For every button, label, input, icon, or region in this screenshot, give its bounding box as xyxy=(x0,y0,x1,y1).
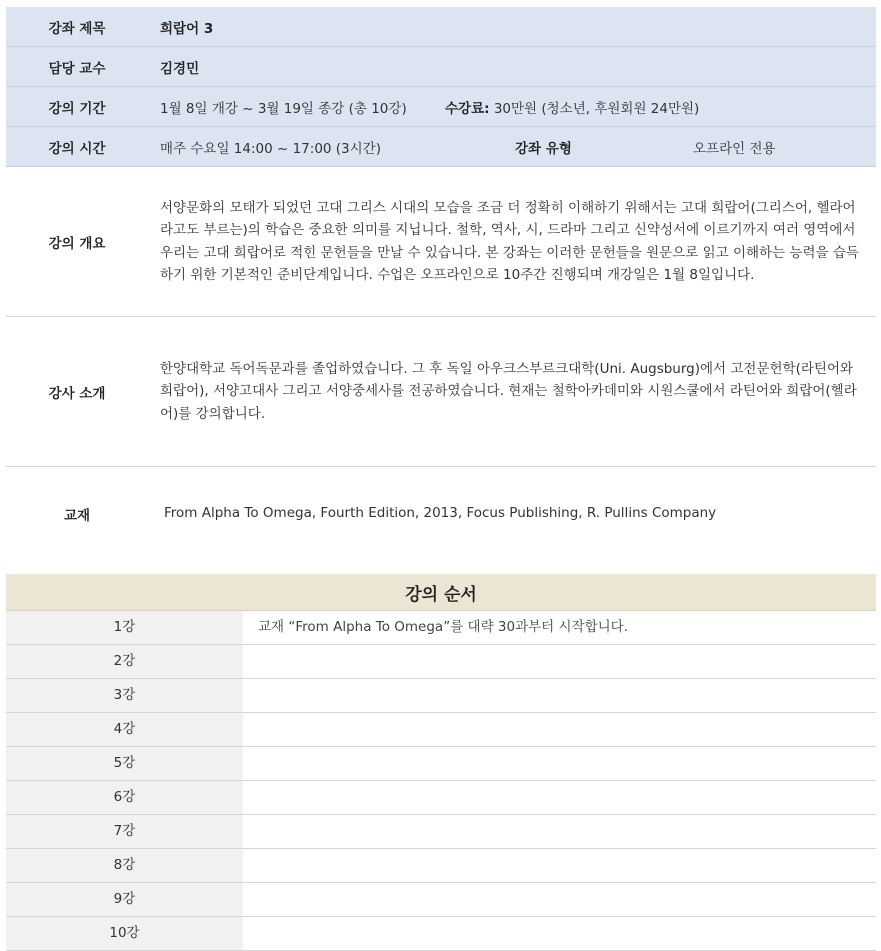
type-label: 강좌 유형 xyxy=(515,140,572,157)
session-number: 7강 xyxy=(6,815,243,848)
professor-row xyxy=(6,47,876,87)
instructor-text: 한양대학교 독어독문과를 졸업하였습니다. 그 후 독일 아우크스부르크대학(Uni. Augsburg)에서 고전문헌학(라틴어와 희랍어), 서양고대사 그리고 서양중세사를 전공하였습니다. 현재는 철학아카데미와 시원스쿨에서 라틴어와 희랍어(헬라어)를 강의합니다. xyxy=(160,360,857,422)
course-title: 희랍어 3 xyxy=(160,20,214,37)
session-description xyxy=(243,679,876,712)
fee-value: 30만원 (청소년, 후원회원 24만원) xyxy=(489,100,700,117)
session-number: 2강 xyxy=(6,645,243,678)
overview-row xyxy=(6,167,876,317)
table-row xyxy=(6,645,876,679)
textbook-text: From Alpha To Omega, Fourth Edition, 2013, Focus Publishing, R. Pullins Company xyxy=(164,505,717,522)
table-row xyxy=(6,849,876,883)
time-row xyxy=(6,127,876,167)
session-number: 4강 xyxy=(6,713,243,746)
session-number: 10강 xyxy=(6,917,243,950)
session-description xyxy=(243,849,876,882)
table-row xyxy=(6,747,876,781)
session-number: 1강 xyxy=(6,611,243,644)
table-row xyxy=(6,917,876,951)
table-row xyxy=(6,679,876,713)
title-label: 강좌 제목 xyxy=(48,20,106,37)
session-description: 교재 “From Alpha To Omega”를 대략 30과부터 시작합니다. xyxy=(243,611,876,644)
session-number: 3강 xyxy=(6,679,243,712)
fee-label: 수강료: xyxy=(445,100,490,117)
session-number: 8강 xyxy=(6,849,243,882)
table-row xyxy=(6,611,876,645)
overview-text: 서양문화의 모태가 되었던 고대 그리스 시대의 모습을 조금 더 정확히 이해하기 위해서는 고대 희랍어(그리스어, 헬라어라고도 부르는)의 학습은 중요한 의미를 지닙니다. 철학, 역사, 시, 드라마 그리고 신약성서에 이르기까지 여러 영역에서 우리는 고대 희랍어로 적힌 문헌들을 만날 수 있습니다. 본 강좌는 이러한 문헌들을 원문으로 읽고 이해하는 능력을 습득하기 위한 기본적인 준비단계입니다. 수업은 오프라인으로 10주간 진행되며 개강일은 1월 8일입니다. xyxy=(160,199,859,283)
session-number: 6강 xyxy=(6,781,243,814)
session-description xyxy=(243,781,876,814)
textbook-row xyxy=(6,467,876,560)
session-description xyxy=(243,713,876,746)
fee-cell xyxy=(445,97,699,117)
session-description xyxy=(243,815,876,848)
table-row xyxy=(6,883,876,917)
period-label: 강의 기간 xyxy=(48,100,106,117)
sequence-table xyxy=(6,611,876,951)
time-label: 강의 시간 xyxy=(48,140,106,157)
period-row xyxy=(6,87,876,127)
course-info xyxy=(6,7,876,951)
title-row xyxy=(6,7,876,47)
session-description xyxy=(243,917,876,950)
table-row xyxy=(6,815,876,849)
instructor-label: 강사 소개 xyxy=(48,385,106,402)
session-number: 5강 xyxy=(6,747,243,780)
time-value: 매주 수요일 14:00 ~ 17:00 (3시간) xyxy=(160,140,381,157)
type-value: 오프라인 전용 xyxy=(693,140,776,157)
instructor-row xyxy=(6,317,876,467)
table-row xyxy=(6,781,876,815)
table-row xyxy=(6,713,876,747)
sequence-title: 강의 순서 xyxy=(6,574,876,611)
professor-label: 담당 교수 xyxy=(48,60,106,77)
textbook-label: 교재 xyxy=(63,507,91,524)
session-description xyxy=(243,883,876,916)
session-number: 9강 xyxy=(6,883,243,916)
session-description xyxy=(243,747,876,780)
professor-name: 김경민 xyxy=(160,60,200,77)
overview-label: 강의 개요 xyxy=(48,235,106,252)
period-value: 1월 8일 개강 ~ 3월 19일 종강 (총 10강) xyxy=(160,100,407,117)
session-description xyxy=(243,645,876,678)
